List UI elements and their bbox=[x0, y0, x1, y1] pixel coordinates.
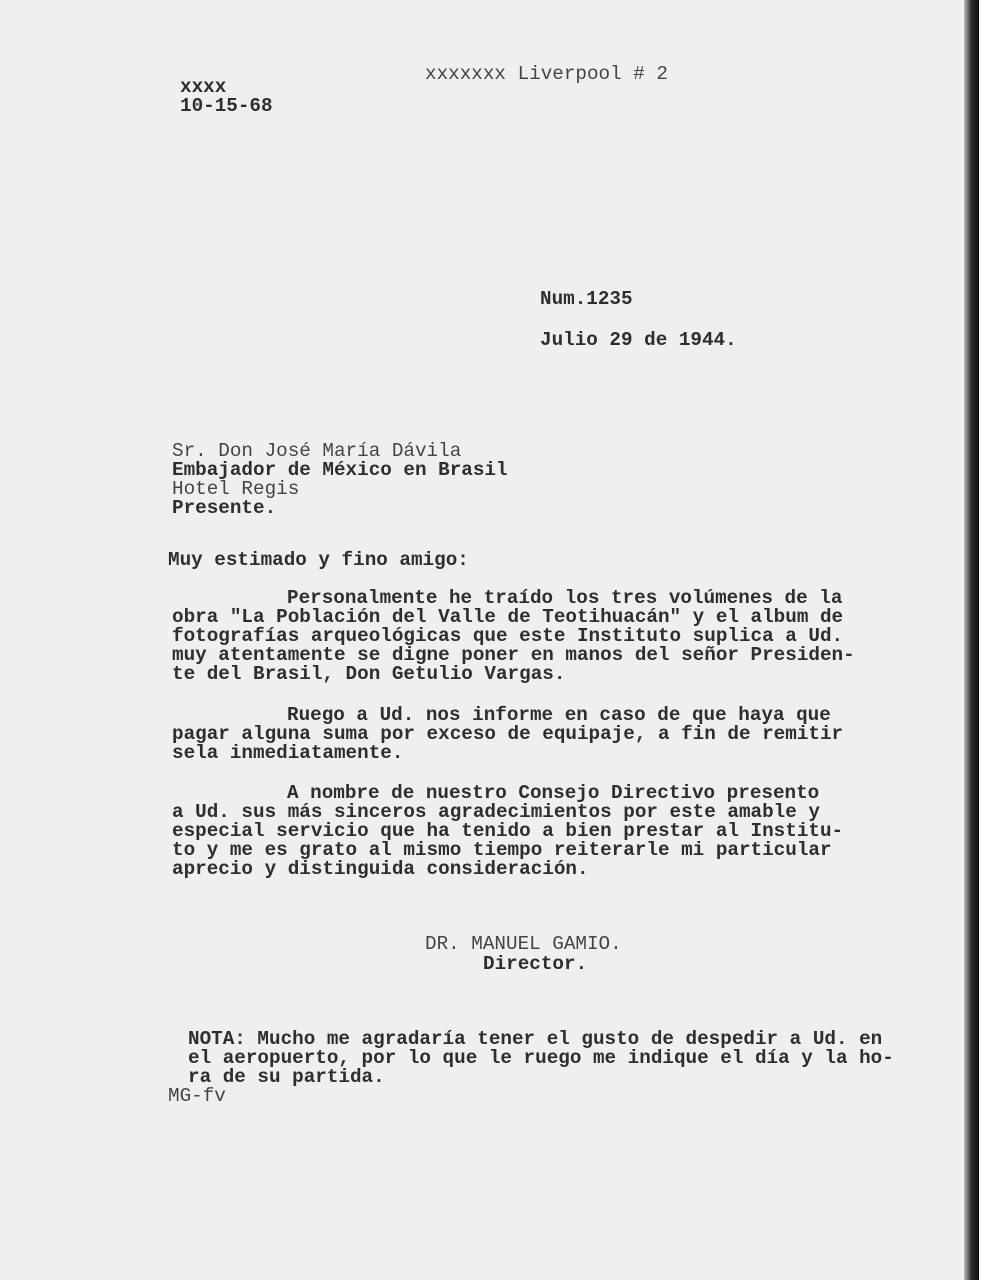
paragraph-line: to y me es grato al mismo tiempo reiterarle mi particular bbox=[172, 839, 832, 861]
paragraph-line: muy atentamente se digne poner en manos del señor Presiden- bbox=[172, 644, 855, 666]
paragraph-line: te del Brasil, Don Getulio Vargas. bbox=[172, 663, 566, 685]
paragraph-line: aprecio y distinguida consideración. bbox=[172, 858, 589, 880]
note-line: el aeropuerto, por lo que le ruego me indique el día y la ho- bbox=[188, 1047, 894, 1069]
paragraph-line: A nombre de nuestro Consejo Directivo presento bbox=[287, 782, 820, 804]
paragraph-line: Ruego a Ud. nos informe en caso de que haya que bbox=[287, 704, 831, 726]
typist-initials: MG-fv bbox=[168, 1085, 226, 1107]
file-code: xxxx bbox=[180, 76, 227, 98]
recipient-line: Hotel Regis bbox=[172, 478, 300, 500]
recipient-line: Sr. Don José María Dávila bbox=[172, 440, 462, 462]
recipient-line: Presente. bbox=[172, 497, 277, 519]
recipient-line: Embajador de México en Brasil bbox=[172, 459, 508, 481]
note-line: ra de su partida. bbox=[188, 1066, 385, 1088]
paragraph-line: pagar alguna suma por exceso de equipaje, a fin de remitir bbox=[172, 723, 844, 745]
signature-name: DR. MANUEL GAMIO. bbox=[425, 933, 622, 955]
signature-title: Director. bbox=[483, 953, 588, 975]
letter-date: Julio 29 de 1944. bbox=[540, 329, 737, 351]
letter-number: Num.1235 bbox=[540, 288, 633, 310]
paragraph-line: a Ud. sus más sinceros agradecimientos por este amable y bbox=[172, 801, 820, 823]
salutation: Muy estimado y fino amigo: bbox=[168, 549, 469, 571]
paragraph-line: Personalmente he traído los tres volúmenes de la bbox=[287, 587, 843, 609]
paragraph-line: especial servicio que ha tenido a bien prestar al Institu- bbox=[172, 820, 844, 842]
scan-edge bbox=[964, 0, 989, 1280]
file-reference: xxxxxxx Liverpool # 2 bbox=[425, 63, 668, 85]
note-line: NOTA: Mucho me agradaría tener el gusto de despedir a Ud. en bbox=[188, 1028, 883, 1050]
paragraph-line: sela inmediatamente. bbox=[172, 742, 404, 764]
file-date: 10-15-68 bbox=[180, 95, 273, 117]
paragraph-line: obra "La Población del Valle de Teotihuacán" y el album de bbox=[172, 606, 844, 628]
paragraph-line: fotografías arqueológicas que este Instituto suplica a Ud. bbox=[172, 625, 844, 647]
